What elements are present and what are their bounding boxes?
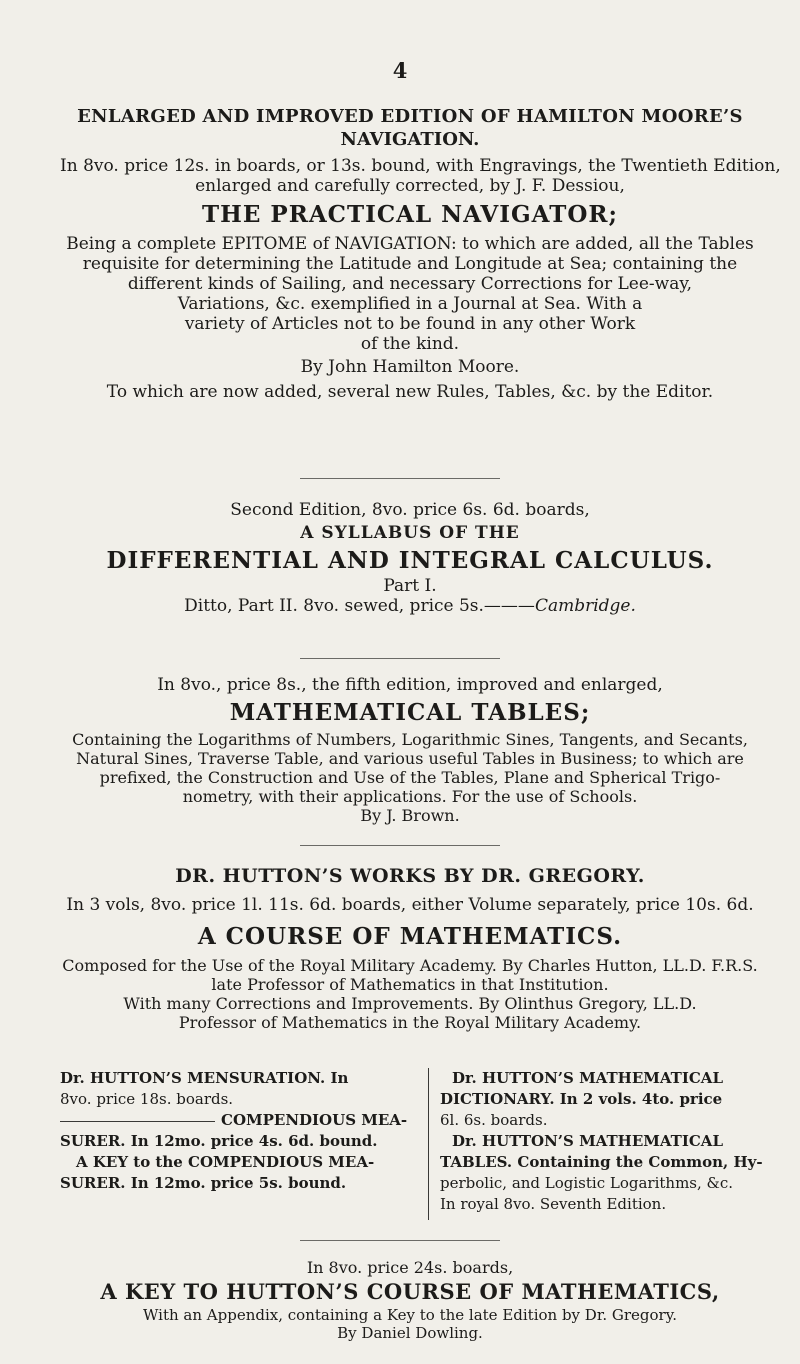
divider [300,478,500,479]
moore-addition: To which are now added, several new Rules, Tables, &c. by the Editor. [106,382,714,402]
moore-edition-1: In 8vo. price 12s. in boards, or 13s. bound, with Engravings, the Twentieth Edition, [60,156,781,176]
dash-rule [60,1121,215,1122]
right-col-line-2: DICTIONARY. In 2 vols. 4to. price [440,1090,723,1108]
right-col-line-7: In royal 8vo. Seventh Edition. [440,1195,667,1213]
moore-author: By John Hamilton Moore. [300,357,520,377]
moore-desc-5: variety of Articles not to be found in any other Work [184,314,636,334]
calculus-part: Part I. [383,576,437,596]
tables-edition: In 8vo., price 8s., the fifth edition, improved and enlarged, [157,675,663,695]
hutton-heading: DR. HUTTON’S WORKS BY DR. GREGORY. [175,865,645,887]
calculus-ditto-line [60,596,760,616]
moore-heading-2: NAVIGATION. [340,129,480,150]
hutton-left-column [60,1068,415,1194]
column-divider [428,1068,429,1220]
right-col-line-4: Dr. HUTTON’S MATHEMATICAL [452,1132,723,1150]
moore-desc-2: requisite for determining the Latitude and Longitude at Sea; containing the [82,254,738,274]
moore-desc-1: Being a complete EPITOME of NAVIGATION: to which are added, all the Tables [66,234,754,254]
tables-desc-2: Natural Sines, Traverse Table, and various useful Tables in Business; to which are [76,749,744,768]
left-col-line-4: SURER. In 12mo. price 4s. 6d. bound. [60,1132,378,1150]
left-col-line-2: 8vo. price 18s. boards. [60,1090,234,1108]
moore-desc-4: Variations, &c. exemplified in a Journal at Sea. With a [177,294,643,314]
page-number: 4 [392,58,408,83]
divider [300,845,500,846]
divider [300,1240,500,1241]
key-desc: With an Appendix, containing a Key to the late Edition by Dr. Gregory. [143,1306,677,1324]
hutton-desc-1: Composed for the Use of the Royal Military Academy. By Charles Hutton, LL.D. F.R.S. [62,956,758,975]
tables-desc-3: prefixed, the Construction and Use of the Tables, Plane and Spherical Trigo- [99,768,721,787]
left-col-line-3: COMPENDIOUS MEA- [221,1111,408,1129]
tables-desc-4: nometry, with their applications. For the use of Schools. [182,787,638,806]
key-author: By Daniel Dowling. [337,1324,483,1342]
left-col-line-1: Dr. HUTTON’S MENSURATION. In [60,1069,349,1087]
hutton-edition: In 3 vols, 8vo. price 1l. 11s. 6d. boards, either Volume separately, price 10s. 6d. [66,895,754,915]
calculus-ditto: Ditto, Part II. 8vo. sewed, price 5s.——— [184,596,535,616]
hutton-title: A COURSE OF MATHEMATICS. [197,923,623,950]
tables-title: MATHEMATICAL TABLES; [229,699,591,726]
calculus-syllabus: A SYLLABUS OF THE [300,523,520,543]
hutton-right-column [440,1068,763,1215]
left-col-line-3-row [60,1110,415,1131]
right-col-line-3: 6l. 6s. boards. [440,1111,548,1129]
moore-heading-1: ENLARGED AND IMPROVED EDITION OF HAMILTON MOORE’S [77,106,743,127]
hutton-desc-4: Professor of Mathematics in the Royal Military Academy. [178,1013,642,1032]
moore-section [60,106,781,402]
calculus-section [60,500,760,616]
right-col-line-6: perbolic, and Logistic Logarithms, &c. [440,1174,734,1192]
calculus-edition: Second Edition, 8vo. price 6s. 6d. boards, [230,500,590,520]
moore-desc-6: of the kind. [360,334,460,354]
hutton-desc-2: late Professor of Mathematics in that Institution. [211,975,609,994]
moore-edition-2: enlarged and carefully corrected, by J. F. Dessiou, [195,176,625,196]
hutton-desc-3: With many Corrections and Improvements. By Olinthus Gregory, LL.D. [123,994,697,1013]
tables-author: By J. Brown. [360,806,460,825]
key-section [60,1258,760,1342]
hutton-section [60,865,760,1032]
divider [300,658,500,659]
right-col-line-1: Dr. HUTTON’S MATHEMATICAL [452,1069,723,1087]
left-col-line-6: SURER. In 12mo. price 5s. bound. [60,1174,347,1192]
calculus-title: DIFFERENTIAL AND INTEGRAL CALCULUS. [106,547,714,574]
tables-section [60,675,760,825]
left-col-line-5: A KEY to the COMPENDIOUS MEA- [76,1153,375,1171]
moore-desc-3: different kinds of Sailing, and necessary Corrections for Lee-way, [127,274,693,294]
calculus-place: Cambridge. [534,596,636,616]
tables-desc-1: Containing the Logarithms of Numbers, Logarithmic Sines, Tangents, and Secants, [72,730,748,749]
moore-title: THE PRACTICAL NAVIGATOR; [202,201,618,228]
key-edition: In 8vo. price 24s. boards, [306,1258,514,1277]
key-title: A KEY TO HUTTON’S COURSE OF MATHEMATICS, [100,1279,720,1304]
right-col-line-5: TABLES. Containing the Common, Hy- [440,1153,763,1171]
